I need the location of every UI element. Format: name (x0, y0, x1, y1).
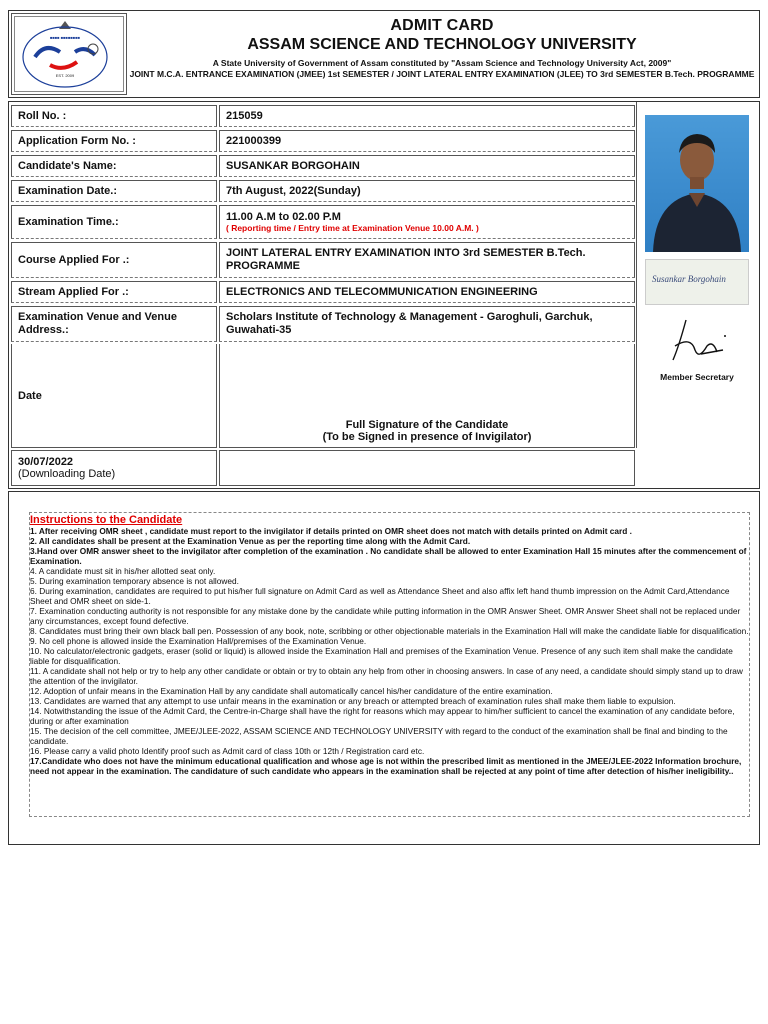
exam-time-value: 11.00 A.M to 02.00 P.M (226, 211, 341, 223)
application-label: Application Form No. : (11, 130, 217, 152)
download-date-label: (Downloading Date) (18, 468, 116, 480)
svg-text:EST. 2009: EST. 2009 (55, 73, 75, 78)
application-value: 221000399 (219, 130, 635, 152)
download-date: 30/07/2022 (18, 456, 74, 468)
download-date-cell (11, 450, 217, 486)
download-blank-cell (219, 450, 635, 486)
exam-line: JOINT M.C.A. ENTRANCE EXAMINATION (JMEE) 1st SEMESTER / JOINT LATERAL ENTRY EXAMINATION (JLEE) TO 3rd SEMESTER B.Tech. PROGRAMME (129, 68, 755, 79)
instruction-item: 3.Hand over OMR answer sheet to the invigilator after completion of the examination . No candidate shall be allowed to enter Examination Hall 15 minutes after the commencement of Examination. (30, 546, 747, 566)
instruction-item: 5. During examination temporary absence is not allowed. (30, 576, 239, 586)
instructions-title: Instructions to the Candidate (30, 514, 183, 526)
instruction-item: 17.Candidate who does not have the minimum educational qualification and whose age is not within the prescribed limit as mentioned in the JMEE/JLEE-2022 Information brochure, need not appear in the examination. The candidature of such candidate who appears in the examination shall be rejected at any point of time after detection of his/her ineligibility.. (30, 756, 742, 776)
row-exam-time (9, 205, 635, 239)
candidate-signature-text: Susankar Borgohain (652, 274, 726, 284)
member-secretary-label: Member Secretary (660, 372, 734, 382)
admit-card-title: ADMIT CARD (390, 17, 494, 34)
full-signature-cell (219, 344, 635, 448)
instruction-item: 14. Notwithstanding the issue of the Admit Card, the Centre-in-Charge shall have the right for reasons which may appear to him/her sufficient to cancel the examination of any candidate before, during or after examination (30, 706, 735, 726)
exam-time-cell (219, 205, 635, 239)
row-course (9, 242, 635, 278)
row-download (9, 450, 635, 486)
row-application (9, 130, 635, 152)
reporting-time-note: ( Reporting time / Entry time at Examination Venue 10.00 A.M. ) (226, 223, 479, 233)
full-signature-label: Full Signature of the Candidate (345, 419, 509, 431)
instruction-item: 1. After receiving OMR sheet , candidate must report to the invigilator if details printed on OMR sheet does not match with details printed on Admit card . (30, 526, 632, 536)
exam-date-value: 7th August, 2022(Sunday) (219, 180, 635, 202)
name-value: SUSANKAR BORGOHAIN (219, 155, 635, 177)
full-signature-note: (To be Signed in presence of Invigilator) (322, 431, 532, 443)
instruction-item: 15. The decision of the cell committee, JMEE/JLEE-2022, ASSAM SCIENCE AND TECHNOLOGY UNIVERSITY with regard to the conduct of the examination shall be final and binding to the candidate. (30, 726, 728, 746)
signature-date-label: Date (11, 344, 217, 448)
row-stream (9, 281, 635, 303)
instruction-item: 16. Please carry a valid photo Identify proof such as Admit card of class 10th or 12th / Registration card etc. (30, 746, 425, 756)
row-exam-date (9, 180, 635, 202)
exam-date-label: Examination Date.: (11, 180, 217, 202)
candidate-details (8, 101, 760, 489)
roll-label: Roll No. : (11, 105, 217, 127)
instruction-item: 4. A candidate must sit in his/her allotted seat only. (30, 566, 216, 576)
venue-value: Scholars Institute of Technology & Management - Garoghuli, Garchuk, Guwahati-35 (219, 306, 635, 342)
university-logo-box (11, 13, 127, 95)
instruction-item: 2. All candidates shall be present at the Examination Venue as per the reporting time along with the Admit Card. (30, 536, 471, 546)
university-logo (15, 17, 125, 93)
row-signature (9, 344, 635, 448)
instruction-item: 9. No cell phone is allowed inside the Examination Hall/premises of the Examination Venue. (30, 636, 367, 646)
row-name (9, 155, 635, 177)
stream-value: ELECTRONICS AND TELECOMMUNICATION ENGINEERING (219, 281, 635, 303)
row-venue (9, 306, 635, 342)
university-subtitle: A State University of Government of Assam constituted by "Assam Science and Technology University Act, 2009" (212, 58, 672, 68)
instruction-item: 7. Examination conducting authority is not responsible for any mistake done by the candidate while putting information in the OMR Answer Sheet. OMR Answer Sheet shall not be replaced under any circumstances, except found defective. (30, 606, 741, 626)
header (8, 10, 760, 98)
instruction-item: 6. During examination, candidates are required to put his/her full signature on Admit Card as well as Attendance Sheet and also affix left hand thumb impression on the Admit Card,Attendance Sheet and OMR sheet on side-1. (30, 586, 730, 606)
instruction-item: 13. Candidates are warned that any attempt to use unfair means in the examination or any breach or attempted breach of examination rules shall make them liable to expulsion. (30, 696, 676, 706)
row-roll (9, 105, 635, 127)
member-secretary-signature (661, 316, 731, 366)
instruction-item: 11. A candidate shall not help or try to help any other candidate or obtain or try to obtain any help from other in choosing answers. In case of any need, a candidate should simply stand up to draw the attention of the invigilator. (30, 666, 743, 686)
svg-text:■■■■ ■■■■■■■■: ■■■■ ■■■■■■■■ (49, 35, 81, 40)
instruction-item: 10. No calculator/electronic gadgets, eraser (solid or liquid) is allowed inside the Examination Hall and premises of the Examination Venue. Presence of any such item shall make the candidate liable for disqualification. (30, 646, 733, 666)
roll-value: 215059 (219, 105, 635, 127)
course-value: JOINT LATERAL ENTRY EXAMINATION INTO 3rd SEMESTER B.Tech. PROGRAMME (219, 242, 635, 278)
instruction-item: 8. Candidates must bring their own black ball pen. Possession of any book, note, scribbing or other objectionable materials in the Examination Hall will make the candidate liable for disqualification. (30, 626, 749, 636)
instructions-inner (29, 512, 750, 817)
name-label: Candidate's Name: (11, 155, 217, 177)
instructions-list (30, 526, 749, 776)
instructions-box (8, 491, 760, 845)
course-label: Course Applied For .: (11, 242, 217, 278)
candidate-photo (645, 115, 749, 252)
stream-label: Stream Applied For .: (11, 281, 217, 303)
university-name: ASSAM SCIENCE AND TECHNOLOGY UNIVERSITY (247, 36, 637, 53)
candidate-signature (645, 259, 749, 305)
instruction-item: 12. Adoption of unfair means in the Examination Hall by any candidate shall automatically cancel his/her candidature of the entire examination. (30, 686, 553, 696)
exam-time-label: Examination Time.: (11, 205, 217, 239)
venue-label: Examination Venue and Venue Address.: (11, 306, 217, 342)
